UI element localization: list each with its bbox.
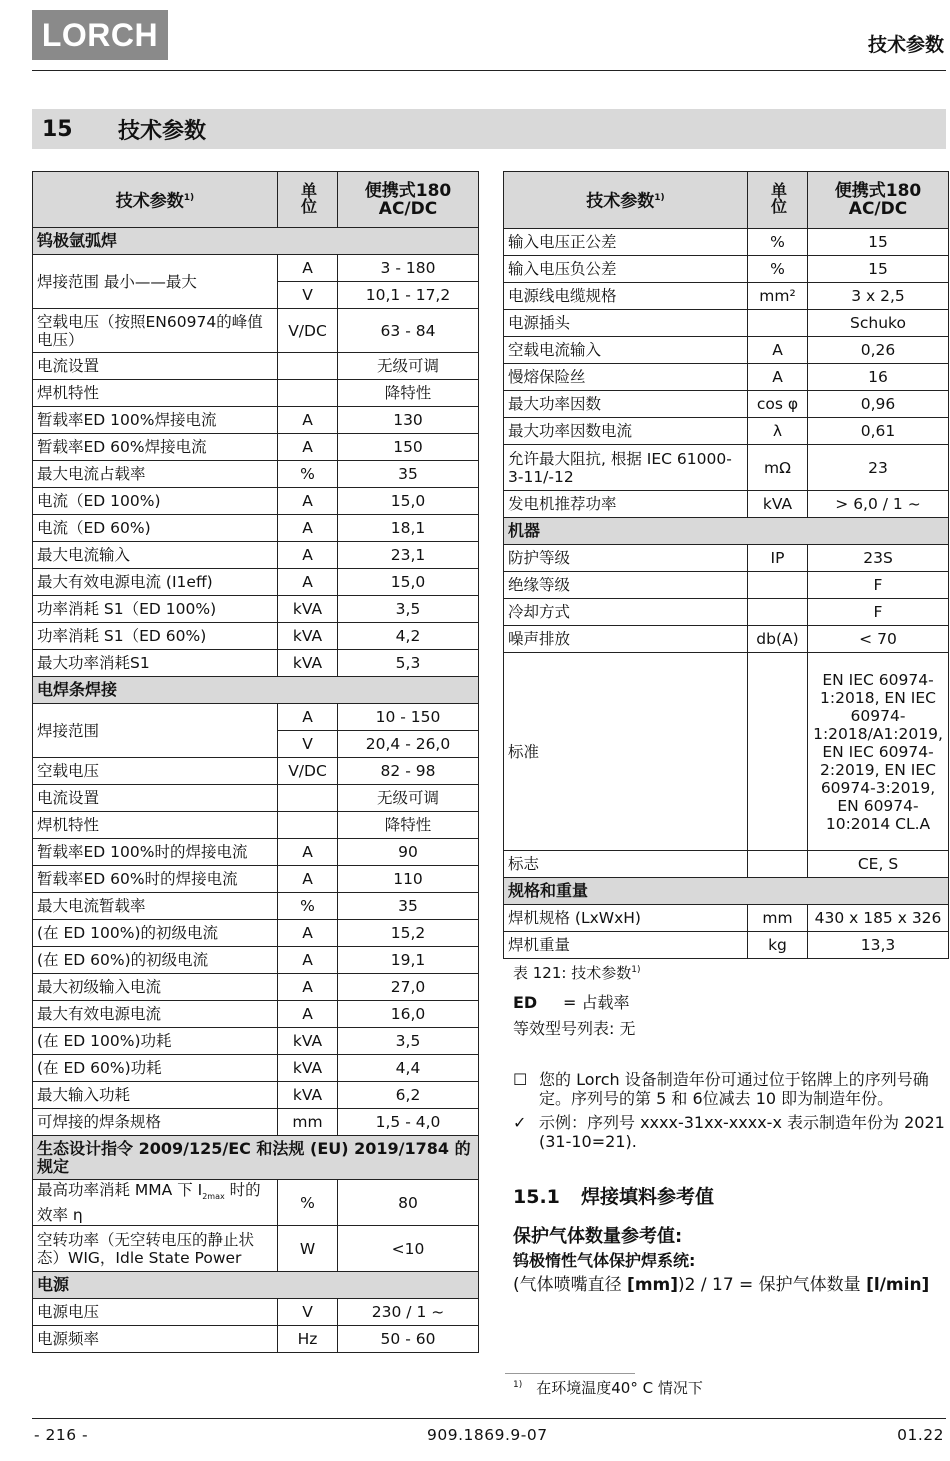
param-cell: 标志	[504, 851, 748, 878]
unit-cell	[278, 353, 338, 380]
shielding-gas-info	[513, 1224, 949, 1298]
col-header-unit: 单位	[748, 172, 808, 229]
unit-cell: IP	[748, 545, 808, 572]
unit-cell: A	[278, 255, 338, 282]
value-cell: 13,3	[808, 932, 949, 959]
table-row	[33, 758, 479, 785]
value-cell: 5,3	[338, 650, 479, 677]
param-cell: 最大功率因数	[504, 391, 748, 418]
param-cell: 最大电流占载率	[33, 461, 278, 488]
table-row	[504, 932, 949, 959]
document-number: 909.1869.9-07	[427, 1426, 548, 1444]
param-cell: 空载电流输入	[504, 337, 748, 364]
param-cell: 最大有效电源电流 (I1eff)	[33, 569, 278, 596]
unit-cell: V/DC	[278, 309, 338, 353]
param-cell: 可焊接的焊条规格	[33, 1109, 278, 1136]
table-row	[33, 1326, 479, 1353]
param-cell: 暂载率ED 60%焊接电流	[33, 434, 278, 461]
param-cell: 功率消耗 S1（ED 100%)	[33, 596, 278, 623]
table-row	[33, 623, 479, 650]
category-label: 生态设计指令 2009/125/EC 和法规 (EU) 2019/1784 的规定	[33, 1136, 479, 1180]
category-label: 电焊条焊接	[33, 677, 479, 704]
unit-cell: kVA	[278, 1028, 338, 1055]
value-cell: <10	[338, 1226, 479, 1272]
unit-cell	[748, 653, 808, 851]
unit-cell: kVA	[748, 491, 808, 518]
unit-cell: V	[278, 731, 338, 758]
table-row	[504, 310, 949, 337]
value-cell: 无级可调	[338, 353, 479, 380]
unit-cell	[748, 310, 808, 337]
note-text: 示例：序列号 xxxx-31xx-xxxx-x 表示制造年份为 2021 (31-10=21).	[539, 1113, 945, 1151]
table-row	[33, 650, 479, 677]
table-row	[33, 1001, 479, 1028]
checkbox-icon: ☐	[513, 1070, 528, 1089]
table-row	[504, 364, 949, 391]
table-row	[33, 515, 479, 542]
unit-cell: kVA	[278, 1082, 338, 1109]
table-row	[33, 309, 479, 353]
gas-title: 保护气体数量参考值:	[513, 1226, 683, 1247]
value-cell: 23,1	[338, 542, 479, 569]
value-cell: 6,2	[338, 1082, 479, 1109]
value-cell: 0,96	[808, 391, 949, 418]
category-row	[33, 228, 479, 255]
param-cell: 最大功率消耗S1	[33, 650, 278, 677]
table-row	[504, 653, 949, 851]
param-cell: 防护等级	[504, 545, 748, 572]
category-label: 钨极氩弧焊	[33, 228, 479, 255]
value-cell: 150	[338, 434, 479, 461]
footnote: $^{1)}$ 在环境温度40° C 情况下	[513, 1379, 703, 1397]
table-row	[504, 229, 949, 256]
category-row	[33, 677, 479, 704]
param-cell: 电流（ED 60%)	[33, 515, 278, 542]
table-row	[504, 256, 949, 283]
category-row	[504, 518, 949, 545]
unit-cell: cos φ	[748, 391, 808, 418]
unit-cell	[748, 851, 808, 878]
param-cell: 空转功率（无空转电压的静止状态）WIG，Idle State Power	[33, 1226, 278, 1272]
table-row	[33, 1109, 479, 1136]
value-cell: Schuko	[808, 310, 949, 337]
param-cell: 空载电压（按照EN60974的峰值电压）	[33, 309, 278, 353]
table-row	[33, 353, 479, 380]
table-row	[33, 866, 479, 893]
param-cell: 输入电压负公差	[504, 256, 748, 283]
table-row	[33, 407, 479, 434]
unit-cell	[748, 599, 808, 626]
param-cell: 焊接范围 最小——最大	[33, 255, 278, 309]
param-cell: 焊机规格 (LxWxH)	[504, 905, 748, 932]
value-cell: 4,2	[338, 623, 479, 650]
value-cell: < 70	[808, 626, 949, 653]
table-row	[33, 974, 479, 1001]
category-row	[33, 1272, 479, 1299]
section-title: 技术参数	[118, 118, 207, 144]
unit-cell: mm²	[748, 283, 808, 310]
param-cell: 暂载率ED 100%时的焊接电流	[33, 839, 278, 866]
value-cell: 110	[338, 866, 479, 893]
gas-subtitle: 钨极惰性气体保护焊系统:	[513, 1251, 696, 1270]
note-text: 您的 Lorch 设备制造年份可通过位于铭牌上的序列号确 定。序列号的第 5 和 6位减去 10 即为制造年份。	[539, 1070, 929, 1108]
unit-cell: %	[278, 1180, 338, 1226]
col-header-param: 技术参数$^{1)}$	[504, 172, 748, 229]
unit-cell: Hz	[278, 1326, 338, 1353]
value-cell: 50 - 60	[338, 1326, 479, 1353]
table-row	[504, 545, 949, 572]
table-row	[33, 255, 479, 282]
category-row	[504, 878, 949, 905]
unit-cell: V	[278, 1299, 338, 1326]
unit-cell	[278, 380, 338, 407]
value-cell: 80	[338, 1180, 479, 1226]
value-cell: F	[808, 599, 949, 626]
col-header-unit: 单位	[278, 172, 338, 228]
spec-table-left	[32, 171, 479, 1353]
table-row	[504, 851, 949, 878]
table-row	[504, 391, 949, 418]
unit-cell: A	[278, 434, 338, 461]
value-cell: 15,0	[338, 488, 479, 515]
table-row	[33, 1299, 479, 1326]
param-cell: 最大有效电源电流	[33, 1001, 278, 1028]
unit-cell: λ	[748, 418, 808, 445]
unit-cell: %	[748, 256, 808, 283]
unit-cell: W	[278, 1226, 338, 1272]
table-row	[504, 491, 949, 518]
header-divider	[32, 70, 946, 71]
legend-definition: = 占载率	[563, 993, 630, 1012]
unit-cell	[278, 812, 338, 839]
param-cell: 电流（ED 100%)	[33, 488, 278, 515]
table-row	[504, 337, 949, 364]
unit-cell: kg	[748, 932, 808, 959]
table-row	[33, 488, 479, 515]
unit-cell: %	[278, 893, 338, 920]
table-row	[33, 1082, 479, 1109]
footnote-divider	[505, 1373, 635, 1374]
value-cell: 27,0	[338, 974, 479, 1001]
table-row	[33, 569, 479, 596]
table-row	[504, 905, 949, 932]
unit-cell: kVA	[278, 1055, 338, 1082]
section-heading	[32, 109, 946, 149]
unit-cell: A	[278, 839, 338, 866]
running-header-title: 技术参数	[867, 34, 944, 56]
param-cell: (在 ED 60%)功耗	[33, 1055, 278, 1082]
param-cell: 电源线电缆规格	[504, 283, 748, 310]
col-header-model: 便携式180 AC/DC	[338, 172, 479, 228]
value-cell: 90	[338, 839, 479, 866]
value-cell: CE, S	[808, 851, 949, 878]
value-cell: 3 x 2,5	[808, 283, 949, 310]
unit-cell	[748, 572, 808, 599]
value-cell: 0,61	[808, 418, 949, 445]
table-row	[504, 445, 949, 491]
value-cell: 16	[808, 364, 949, 391]
param-cell: 功率消耗 S1（ED 60%)	[33, 623, 278, 650]
table-row	[33, 785, 479, 812]
unit-cell: A	[278, 920, 338, 947]
value-cell: 130	[338, 407, 479, 434]
value-cell: 3,5	[338, 596, 479, 623]
table-row	[33, 1028, 479, 1055]
value-cell: 3,5	[338, 1028, 479, 1055]
unit-cell: db(A)	[748, 626, 808, 653]
table-row	[33, 812, 479, 839]
unit-cell: kVA	[278, 596, 338, 623]
abbreviation-legend	[513, 990, 635, 1042]
value-cell: 15	[808, 229, 949, 256]
param-cell: (在 ED 100%)功耗	[33, 1028, 278, 1055]
param-cell: 发电机推荐功率	[504, 491, 748, 518]
param-cell: 慢熔保险丝	[504, 364, 748, 391]
param-cell: 噪声排放	[504, 626, 748, 653]
footer-divider	[32, 1418, 946, 1419]
table-row	[33, 1226, 479, 1272]
unit-cell: A	[278, 569, 338, 596]
unit-cell: A	[748, 337, 808, 364]
unit-cell: A	[278, 974, 338, 1001]
value-cell: 230 / 1 ~	[338, 1299, 479, 1326]
value-cell: 18,1	[338, 515, 479, 542]
subsection-title: 焊接填料参考值	[581, 1186, 715, 1208]
unit-cell: A	[278, 542, 338, 569]
table-row	[33, 461, 479, 488]
legend-term: ED	[513, 993, 538, 1012]
value-cell: 16,0	[338, 1001, 479, 1028]
param-cell: 电源电压	[33, 1299, 278, 1326]
param-cell: 焊机特性	[33, 812, 278, 839]
param-cell: 焊机特性	[33, 380, 278, 407]
spec-table-right-body	[504, 229, 949, 959]
category-label: 电源	[33, 1272, 479, 1299]
param-cell: 最大电流暂载率	[33, 893, 278, 920]
unit-cell: mm	[748, 905, 808, 932]
unit-cell: A	[278, 947, 338, 974]
equivalent-models: 等效型号列表: 无	[513, 1019, 636, 1038]
table-row	[33, 596, 479, 623]
subsection-heading	[513, 1182, 714, 1209]
param-cell: 标准	[504, 653, 748, 851]
unit-cell: V	[278, 282, 338, 309]
table-row	[33, 1055, 479, 1082]
value-cell: 1,5 - 4,0	[338, 1109, 479, 1136]
value-cell: 降特性	[338, 380, 479, 407]
table-row	[33, 380, 479, 407]
value-cell: 10,1 - 17,2	[338, 282, 479, 309]
value-cell: 35	[338, 461, 479, 488]
table-row	[504, 599, 949, 626]
subsection-number: 15.1	[513, 1186, 560, 1208]
unit-cell: kVA	[278, 623, 338, 650]
param-cell: 最大初级输入电流	[33, 974, 278, 1001]
param-cell: 电源频率	[33, 1326, 278, 1353]
value-cell: 15,0	[338, 569, 479, 596]
value-cell: 430 x 185 x 326	[808, 905, 949, 932]
param-text: 最高功率消耗 MMA 下 I	[37, 1180, 203, 1199]
note-item	[513, 1070, 949, 1108]
value-cell: 35	[338, 893, 479, 920]
param-cell: (在 ED 60%)的初级电流	[33, 947, 278, 974]
unit-cell: A	[278, 488, 338, 515]
spec-table-left-body	[33, 228, 479, 1353]
param-text: 时的效率 η	[37, 1180, 261, 1225]
value-cell: 20,4 - 26,0	[338, 731, 479, 758]
note-item	[513, 1113, 949, 1151]
table-row	[504, 283, 949, 310]
value-cell: > 6,0 / 1 ~	[808, 491, 949, 518]
table-row	[33, 434, 479, 461]
param-cell	[33, 1180, 278, 1226]
param-cell: 最大功率因数电流	[504, 418, 748, 445]
value-cell: 63 - 84	[338, 309, 479, 353]
section-number: 15	[42, 116, 73, 142]
value-cell: 82 - 98	[338, 758, 479, 785]
lorch-logo: LORCH	[32, 10, 168, 60]
param-cell: 焊机重量	[504, 932, 748, 959]
value-cell: 3 - 180	[338, 255, 479, 282]
unit-cell: mΩ	[748, 445, 808, 491]
unit-cell: A	[278, 866, 338, 893]
param-cell: 空载电压	[33, 758, 278, 785]
param-cell: 允许最大阻抗, 根据 IEC 61000-3-11/-12	[504, 445, 748, 491]
param-cell: 电流设置	[33, 353, 278, 380]
table-row	[504, 418, 949, 445]
param-cell: 暂载率ED 100%焊接电流	[33, 407, 278, 434]
category-row	[33, 1136, 479, 1180]
param-cell: 输入电压正公差	[504, 229, 748, 256]
table-row	[33, 542, 479, 569]
checkmark-icon: ✓	[513, 1113, 527, 1132]
document-date: 01.22	[897, 1426, 944, 1444]
value-cell: 19,1	[338, 947, 479, 974]
param-cell: 电流设置	[33, 785, 278, 812]
table-row	[504, 626, 949, 653]
unit-cell: A	[748, 364, 808, 391]
param-cell: (在 ED 100%)的初级电流	[33, 920, 278, 947]
value-cell: 23S	[808, 545, 949, 572]
table-caption: 表 121: 技术参数$^{1)}$	[513, 964, 641, 982]
param-cell: 绝缘等级	[504, 572, 748, 599]
spec-table-right	[503, 171, 949, 959]
value-cell: 无级可调	[338, 785, 479, 812]
table-row	[33, 920, 479, 947]
param-subscript: 2max	[202, 1192, 225, 1202]
value-cell: 15,2	[338, 920, 479, 947]
param-cell: 电源插头	[504, 310, 748, 337]
gas-formula: (气体喷嘴直径 [mm])2 / 17 = 保护气体数量 [l/min]	[513, 1275, 930, 1295]
param-cell: 冷却方式	[504, 599, 748, 626]
unit-cell: A	[278, 704, 338, 731]
page-number: - 216 -	[34, 1426, 89, 1444]
unit-cell: A	[278, 1001, 338, 1028]
unit-cell: kVA	[278, 650, 338, 677]
table-row	[33, 947, 479, 974]
value-cell: F	[808, 572, 949, 599]
table-row	[33, 839, 479, 866]
table-row	[504, 572, 949, 599]
param-cell: 最大输入功耗	[33, 1082, 278, 1109]
param-cell: 暂载率ED 60%时的焊接电流	[33, 866, 278, 893]
category-label: 规格和重量	[504, 878, 949, 905]
value-cell: 降特性	[338, 812, 479, 839]
unit-cell: %	[278, 461, 338, 488]
param-cell: 焊接范围	[33, 704, 278, 758]
table-row	[33, 893, 479, 920]
value-cell: 15	[808, 256, 949, 283]
col-header-model: 便携式180 AC/DC	[808, 172, 949, 229]
value-cell: 4,4	[338, 1055, 479, 1082]
table-row	[33, 1180, 479, 1226]
unit-cell: %	[748, 229, 808, 256]
table-row	[33, 704, 479, 731]
unit-cell: mm	[278, 1109, 338, 1136]
unit-cell: V/DC	[278, 758, 338, 785]
value-cell: EN IEC 60974-1:2018, EN IEC 60974-1:2018/A1:2019, EN IEC 60974-2:2019, EN IEC 60974-3:2019, EN 60974-10:2014 CL.A	[808, 653, 949, 851]
value-cell: 23	[808, 445, 949, 491]
unit-cell: A	[278, 407, 338, 434]
value-cell: 10 - 150	[338, 704, 479, 731]
category-label: 机器	[504, 518, 949, 545]
notes-list	[513, 1070, 949, 1156]
unit-cell: A	[278, 515, 338, 542]
unit-cell	[278, 785, 338, 812]
col-header-param: 技术参数$^{1)}$	[33, 172, 278, 228]
value-cell: 0,26	[808, 337, 949, 364]
param-cell: 最大电流输入	[33, 542, 278, 569]
